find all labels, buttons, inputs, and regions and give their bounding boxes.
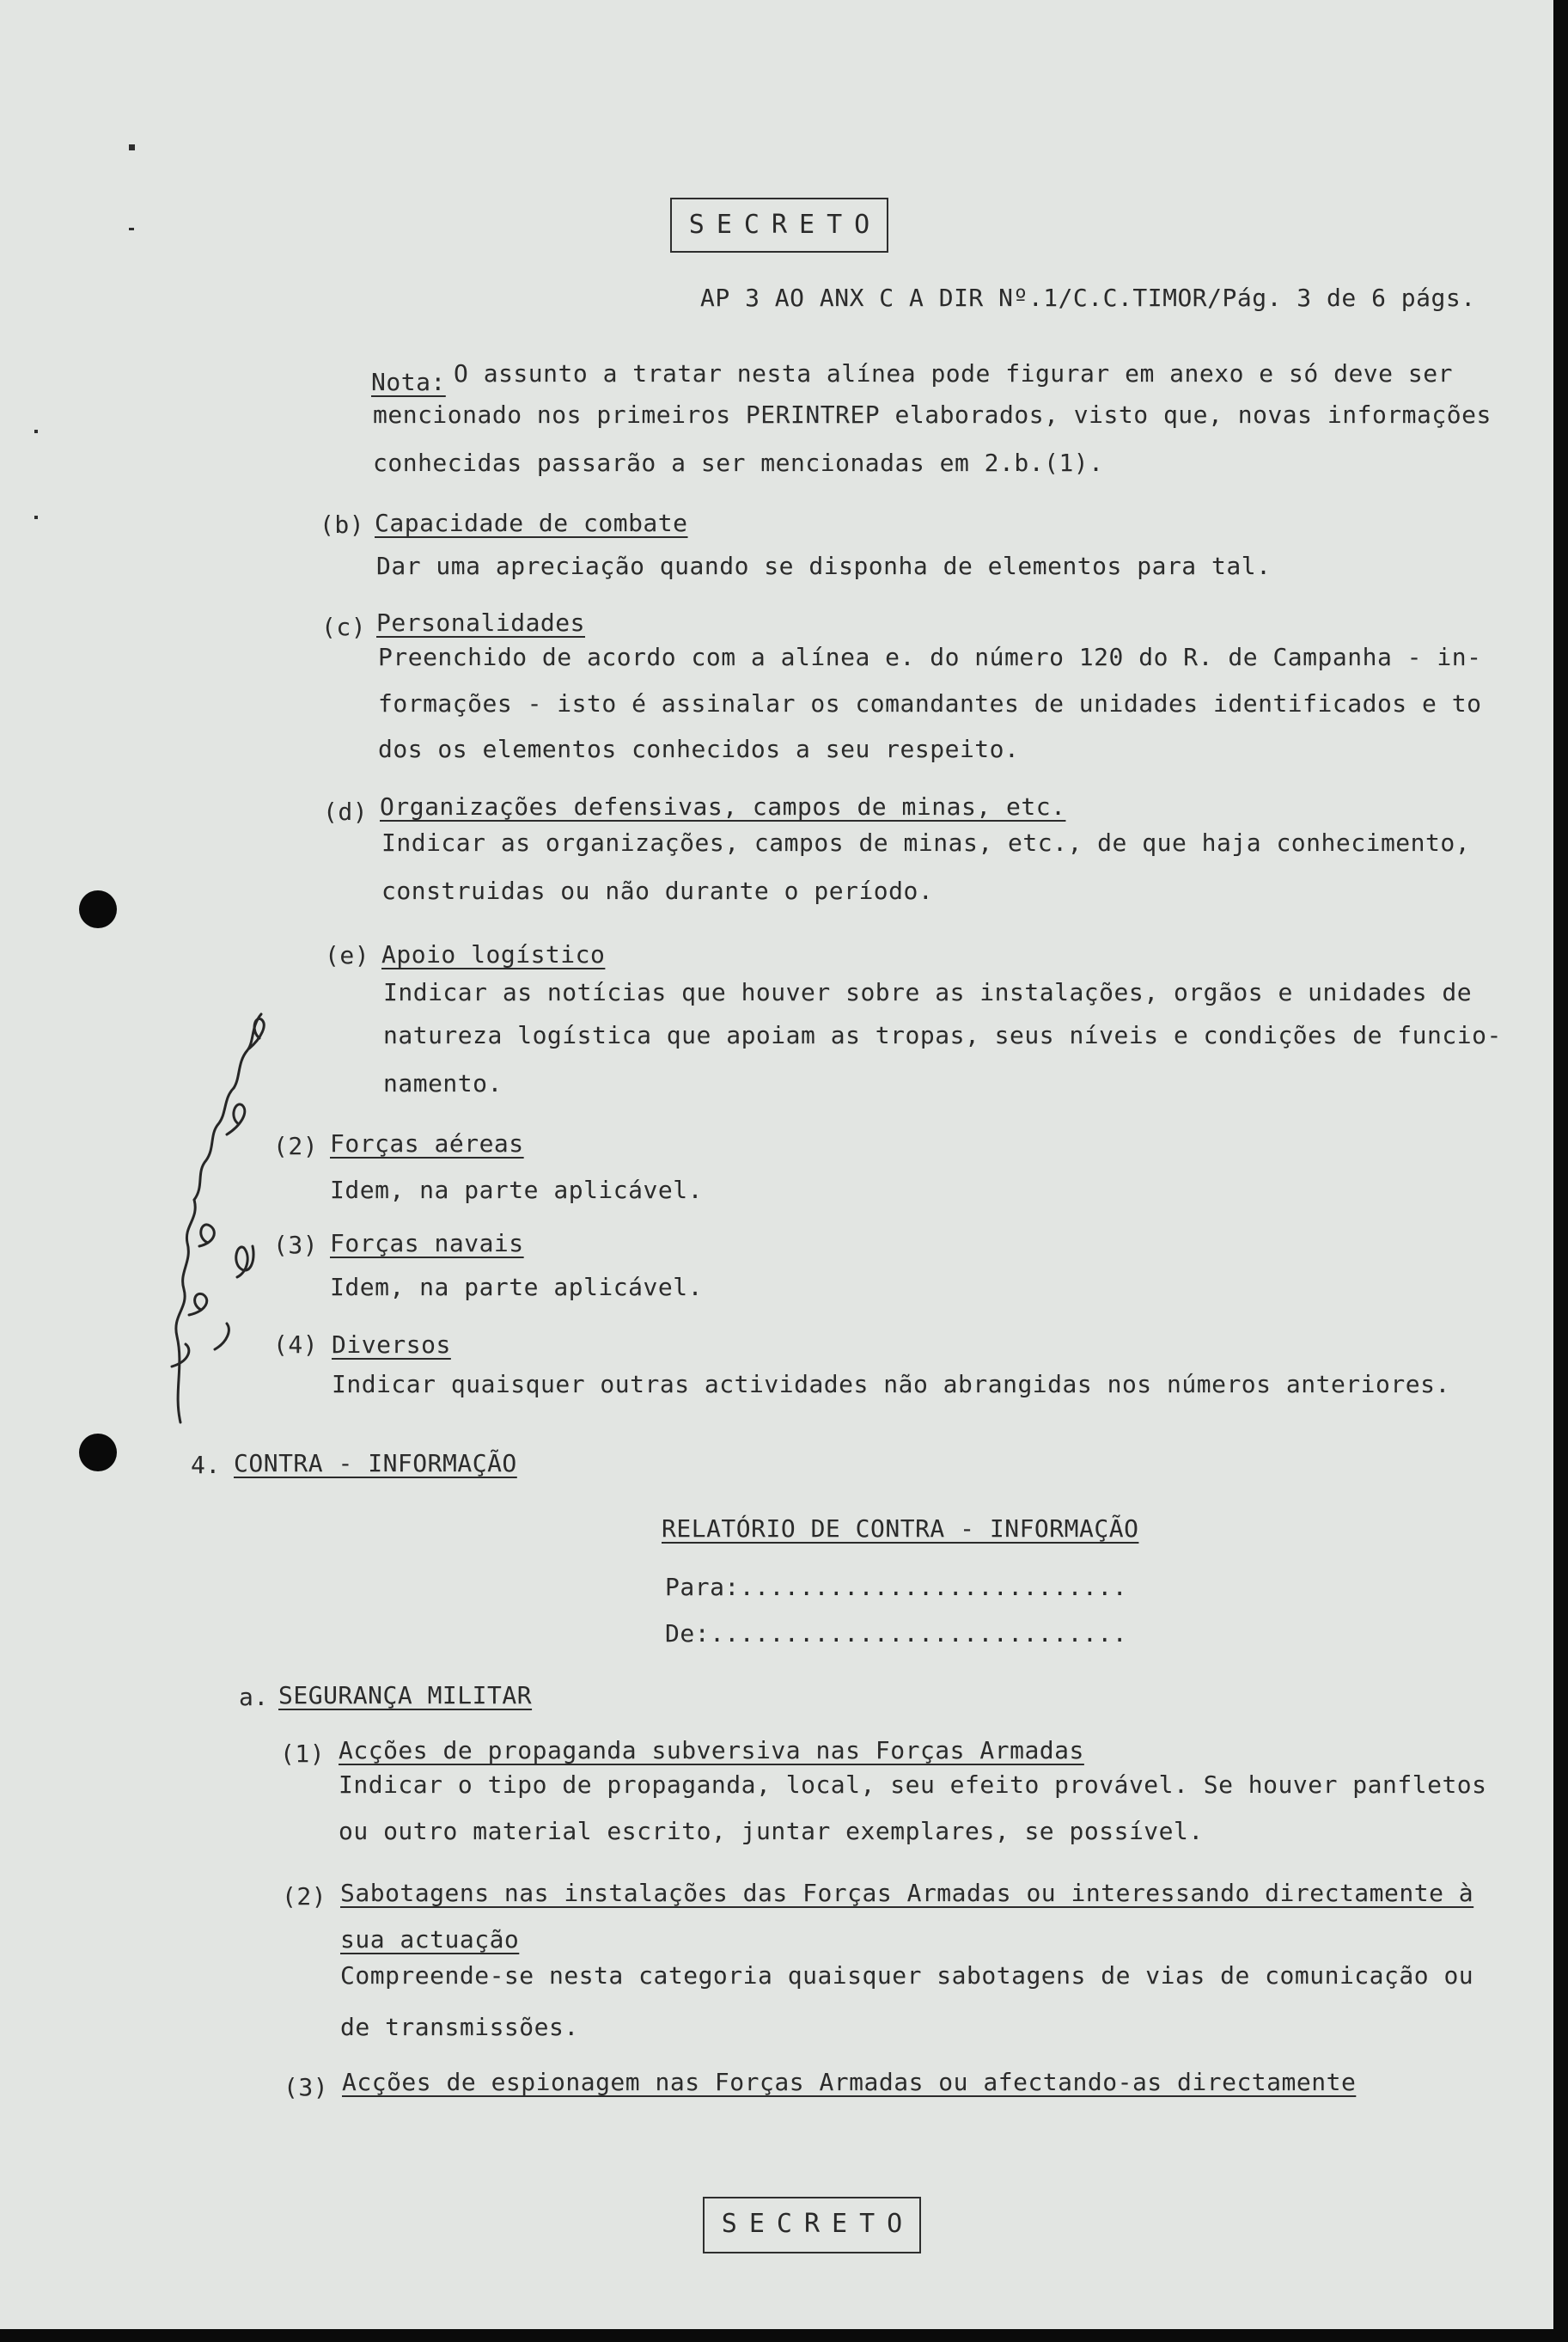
nota-line-3: conhecidas passarão a ser mencionadas em 2.b.(1).: [373, 449, 1104, 477]
nota-label: Nota:: [371, 368, 446, 396]
item-c-title: Personalidades: [376, 608, 586, 637]
secreto-stamp-top: SECRETO: [670, 198, 888, 253]
seg-2-title-1: Sabotagens nas instalações das Forças Armadas ou interessando directamente à: [340, 1879, 1474, 1907]
seg-3-marker: (3): [284, 2073, 329, 2101]
punch-hole-top: [79, 890, 117, 928]
item-c-line-1: Preenchido de acordo com a alínea e. do número 120 do R. de Campanha - in-: [378, 643, 1482, 671]
item-e-line-2: natureza logística que apoiam as tropas, seus níveis e condições de funcio-: [383, 1021, 1502, 1049]
item-3-line-1: Idem, na parte aplicável.: [330, 1273, 703, 1301]
item-e-title: Apoio logístico: [381, 940, 606, 969]
nota-line-1: O assunto a tratar nesta alínea pode figurar em anexo e só deve ser: [454, 359, 1453, 388]
section-4-title: CONTRA - INFORMAÇÃO: [234, 1449, 517, 1477]
seg-marker: a.: [239, 1683, 269, 1711]
seg-3-title: Acções de espionagem nas Forças Armadas ou afectando-as directamente: [342, 2068, 1357, 2096]
margin-mark: [129, 144, 135, 150]
item-d-line-2: construidas ou não durante o período.: [381, 877, 934, 905]
item-4-marker: (4): [273, 1330, 319, 1359]
item-b-marker: (b): [320, 511, 365, 539]
item-3-title: Forças navais: [330, 1229, 524, 1257]
relatorio-title: RELATÓRIO DE CONTRA - INFORMAÇÃO: [662, 1514, 1139, 1543]
seg-1-line-2: ou outro material escrito, juntar exemplares, se possível.: [339, 1817, 1204, 1845]
item-e-line-3: namento.: [383, 1069, 503, 1098]
seg-1-title: Acções de propaganda subversiva nas Forças Armadas: [339, 1736, 1084, 1764]
item-c-line-3: dos os elementos conhecidos a seu respeito.: [378, 735, 1020, 763]
item-2-title: Forças aéreas: [330, 1129, 524, 1158]
seg-2-line-2: de transmissões.: [340, 2013, 579, 2041]
relatorio-para: Para:..........................: [665, 1573, 1128, 1601]
item-e-line-1: Indicar as notícias que houver sobre as instalações, orgãos e unidades de: [383, 978, 1473, 1006]
item-e-marker: (e): [325, 941, 370, 969]
item-d-line-1: Indicar as organizações, campos de minas, etc., de que haja conhecimento,: [381, 829, 1471, 857]
item-d-title: Organizações defensivas, campos de minas, etc.: [380, 792, 1066, 821]
item-c-line-2: formações - isto é assinalar os comandantes de unidades identificados e to: [378, 689, 1482, 718]
item-3-marker: (3): [273, 1231, 319, 1259]
seg-2-line-1: Compreende-se nesta categoria quaisquer sabotagens de vias de comunicação ou: [340, 1961, 1474, 1990]
handwritten-signature: [155, 988, 284, 1435]
margin-mark: [34, 516, 38, 519]
seg-1-marker: (1): [280, 1740, 326, 1768]
margin-mark: [34, 430, 38, 433]
section-4-marker: 4.: [191, 1451, 221, 1479]
item-4-title: Diversos: [332, 1330, 451, 1359]
secreto-stamp-bottom: SECRETO: [703, 2197, 921, 2253]
seg-title: SEGURANÇA MILITAR: [278, 1681, 533, 1709]
seg-1-line-1: Indicar o tipo de propaganda, local, seu efeito provável. Se houver panfletos: [339, 1770, 1487, 1799]
margin-mark: [129, 228, 134, 230]
document-reference: AP 3 AO ANX C A DIR Nº.1/C.C.TIMOR/Pág. 3 de 6 págs.: [700, 284, 1476, 312]
relatorio-de: De:............................: [665, 1619, 1128, 1648]
seg-2-marker: (2): [282, 1882, 327, 1911]
item-2-marker: (2): [273, 1132, 319, 1160]
nota-line-2: mencionado nos primeiros PERINTREP elaborados, visto que, novas informações: [373, 401, 1492, 429]
punch-hole-bottom: [79, 1434, 117, 1471]
seg-2-title-2: sua actuação: [340, 1925, 520, 1954]
item-2-line-1: Idem, na parte aplicável.: [330, 1176, 703, 1204]
item-c-marker: (c): [321, 613, 367, 641]
item-4-line-1: Indicar quaisquer outras actividades não abrangidas nos números anteriores.: [332, 1370, 1450, 1398]
item-d-marker: (d): [323, 798, 369, 826]
item-b-title: Capacidade de combate: [375, 509, 688, 537]
item-b-line-1: Dar uma apreciação quando se disponha de elementos para tal.: [376, 552, 1272, 580]
